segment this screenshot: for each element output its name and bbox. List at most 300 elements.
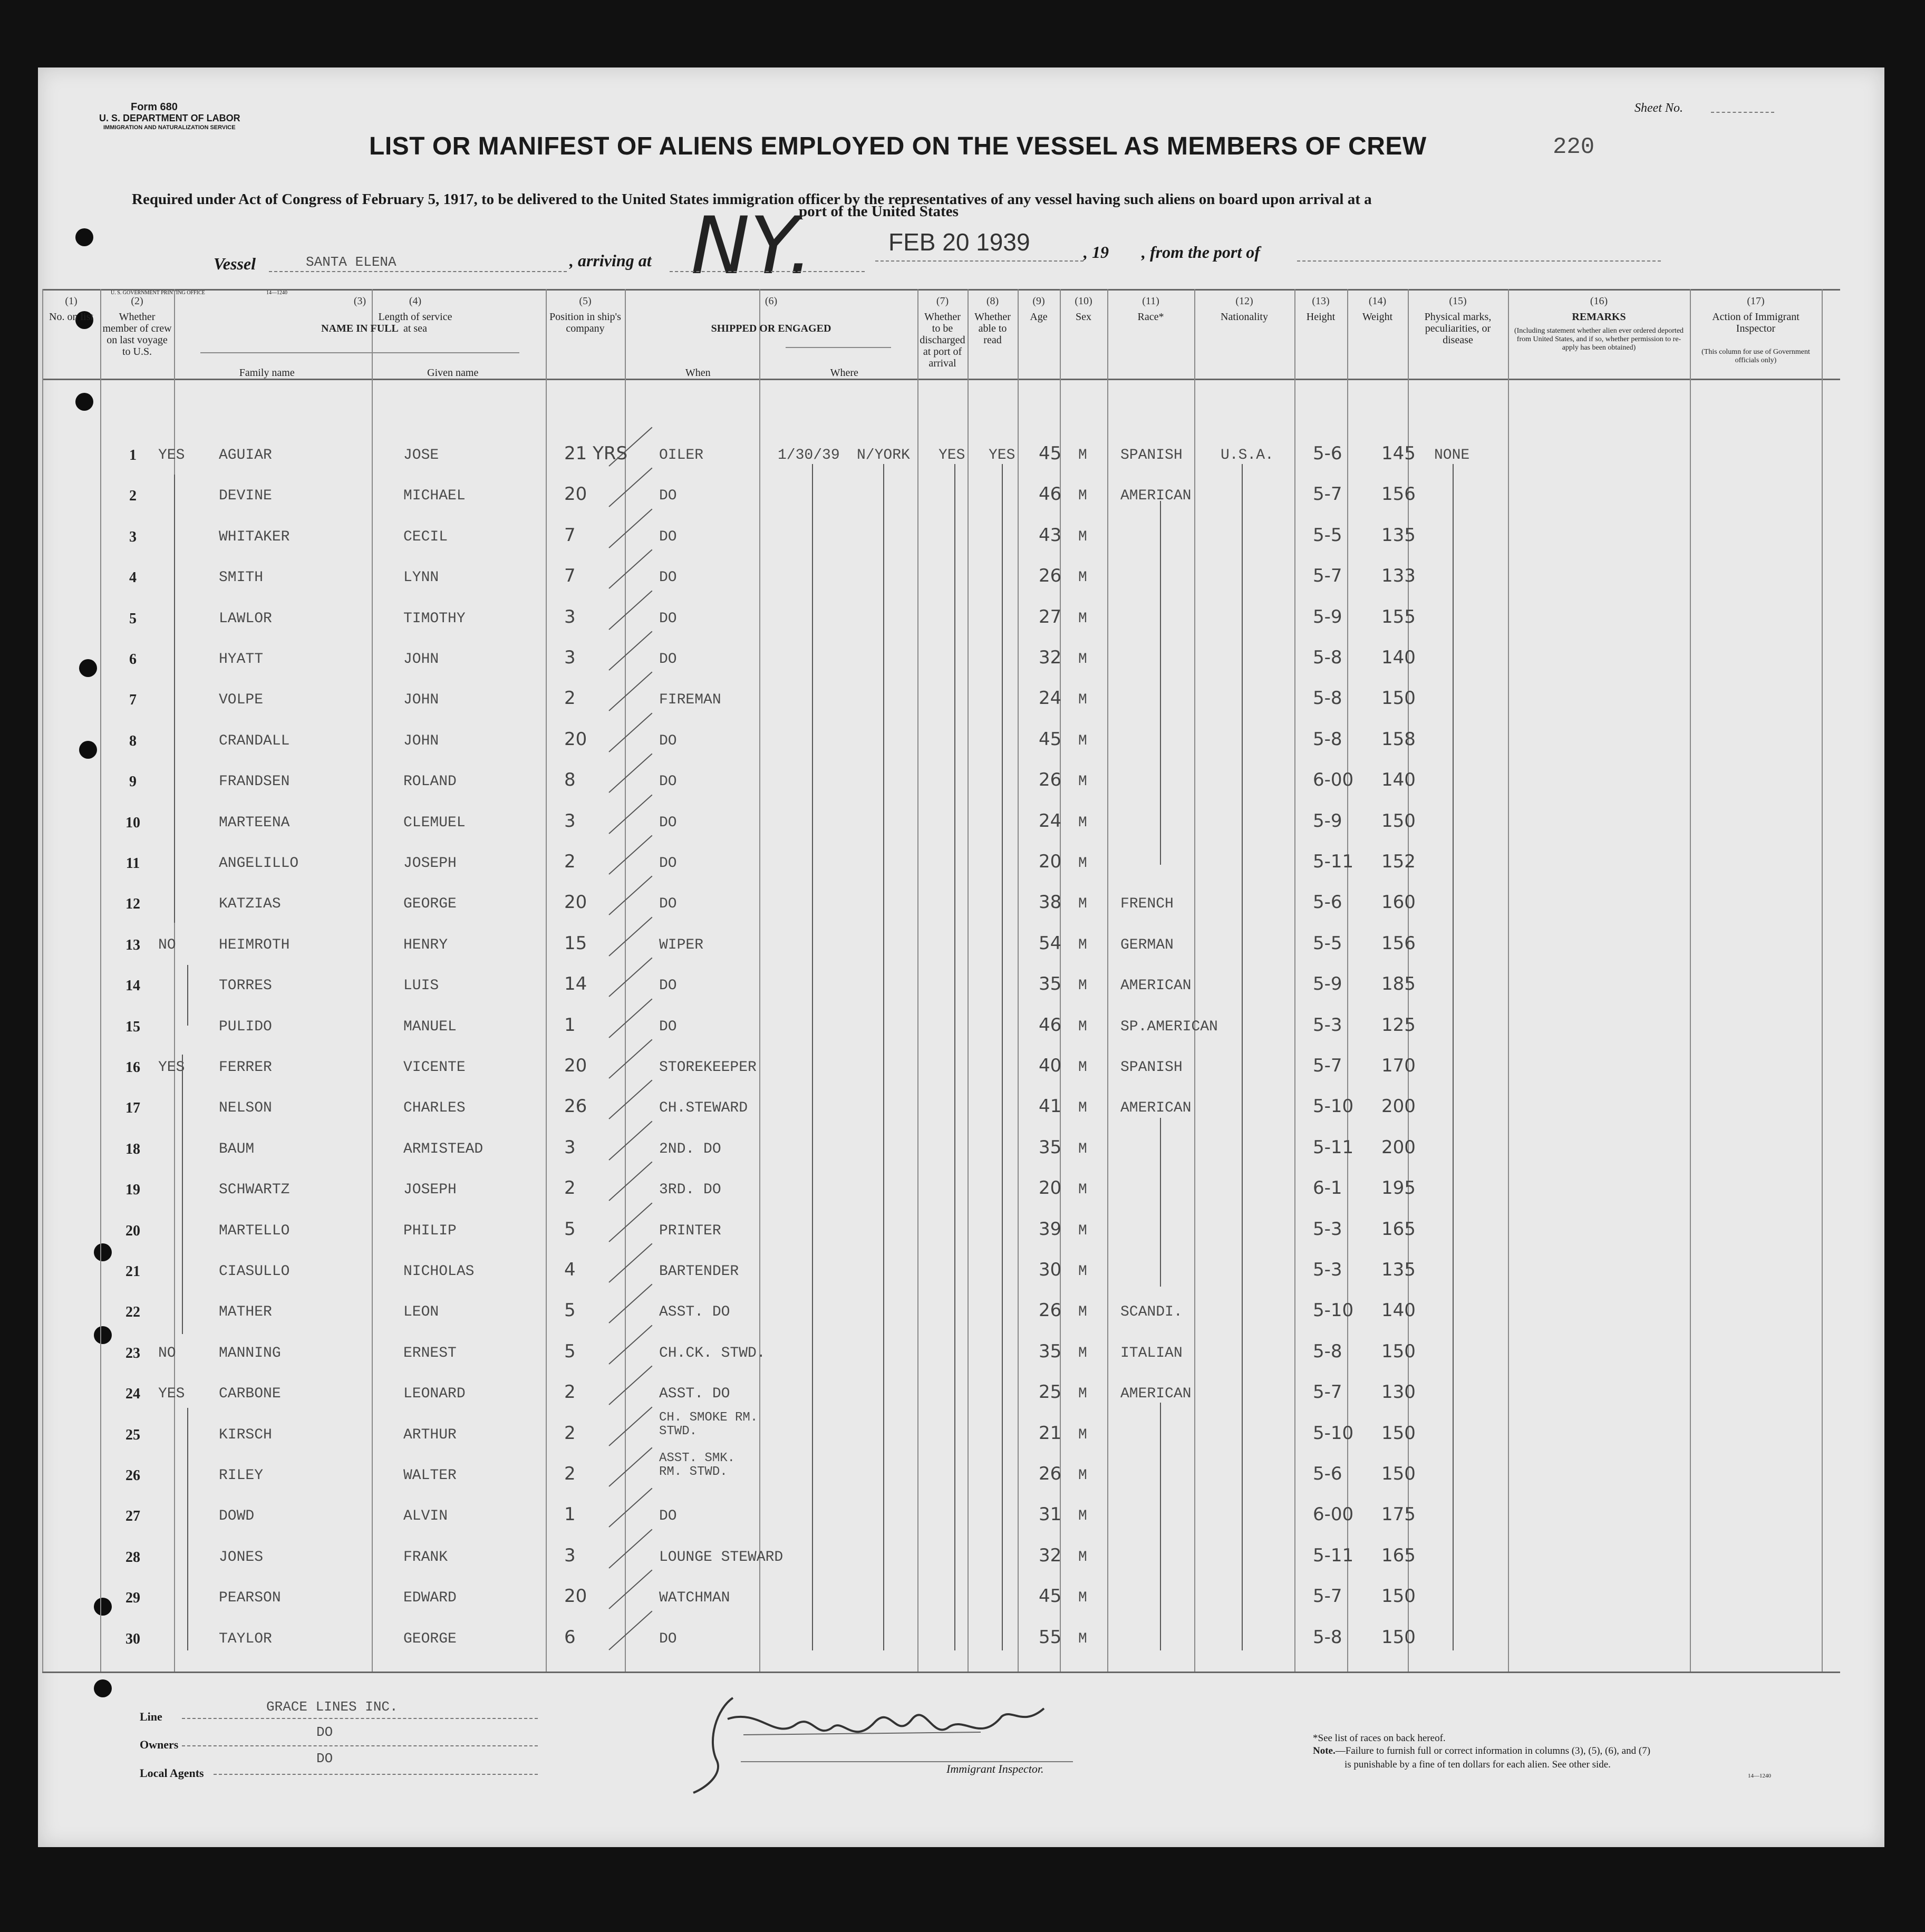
given-name: CECIL — [403, 528, 448, 545]
position: 2ND. DO — [659, 1141, 721, 1157]
column-rule — [1822, 289, 1823, 1672]
given-name: JOSEPH — [403, 855, 457, 872]
row-number: 26 — [125, 1467, 140, 1484]
position: FIREMAN — [659, 692, 721, 709]
age: 35 — [1039, 973, 1062, 995]
length-of-service: 20 — [564, 1055, 587, 1076]
length-of-service: 6 — [564, 1626, 576, 1648]
prior-voyage: NO — [158, 1345, 176, 1361]
given-name: CLEMUEL — [403, 814, 466, 831]
weight: 125 — [1381, 1014, 1416, 1036]
column-number: (17) — [1747, 295, 1765, 307]
age: 45 — [1039, 443, 1062, 464]
weight: 200 — [1381, 1096, 1416, 1117]
weight: 135 — [1381, 1259, 1416, 1280]
length-of-service: 1 — [564, 1504, 576, 1525]
age: 20 — [1039, 1177, 1062, 1199]
height: 5-10 — [1313, 1422, 1354, 1444]
length-of-service: 14 — [564, 973, 587, 995]
service-name: IMMIGRATION AND NATURALIZATION SERVICE — [103, 124, 236, 131]
position: PRINTER — [659, 1222, 721, 1239]
position: OILER — [659, 447, 704, 463]
weight: 200 — [1381, 1136, 1416, 1158]
row-number: 11 — [125, 855, 140, 872]
line-label: Line — [140, 1710, 162, 1723]
punch-hole — [75, 393, 93, 411]
row-number: 6 — [129, 651, 137, 668]
family-name: BAUM — [219, 1141, 255, 1157]
column-header: SHIPPED OR ENGAGED — [711, 323, 831, 334]
family-name: ANGELILLO — [219, 855, 299, 872]
shipped-where: N/YORK — [857, 447, 910, 463]
weight: 150 — [1381, 1340, 1416, 1362]
column-rule — [1690, 289, 1691, 1672]
punch-hole — [94, 1243, 112, 1261]
column-number: (12) — [1235, 295, 1253, 307]
given-name: HENRY — [403, 936, 448, 953]
row-number: 23 — [125, 1345, 140, 1361]
position: DO — [659, 528, 677, 545]
owners-label: Owners — [140, 1738, 179, 1751]
row-number: 2 — [129, 488, 137, 505]
race: AMERICAN — [1120, 1386, 1192, 1403]
height: 5-11 — [1313, 1136, 1354, 1158]
race: FRENCH — [1120, 896, 1174, 913]
column-header: Whether to be discharged at port of arrival — [920, 311, 965, 369]
given-name: MICHAEL — [403, 488, 466, 505]
age: 35 — [1039, 1340, 1062, 1362]
height: 5-3 — [1313, 1218, 1342, 1240]
row-number: 17 — [125, 1100, 140, 1117]
age: 38 — [1039, 892, 1062, 913]
weight: 150 — [1381, 1463, 1416, 1484]
race: GERMAN — [1120, 936, 1174, 953]
weight: 165 — [1381, 1218, 1416, 1240]
column-number: (3) — [353, 295, 366, 307]
position: DO — [659, 855, 677, 872]
sex: M — [1078, 569, 1087, 586]
race: ITALIAN — [1120, 1345, 1183, 1361]
inspector-signature — [685, 1677, 1065, 1798]
column-header: Race* — [1137, 311, 1164, 323]
weight: 133 — [1381, 565, 1416, 587]
race: SP.AMERICAN — [1120, 1018, 1218, 1035]
age: 31 — [1039, 1504, 1062, 1525]
position: DO — [659, 569, 677, 586]
height: 5-7 — [1313, 484, 1342, 505]
height: 6-1 — [1313, 1177, 1342, 1199]
sex: M — [1078, 896, 1087, 913]
length-of-service: 3 — [564, 1136, 576, 1158]
position: DO — [659, 978, 677, 994]
length-of-service: 20 — [564, 892, 587, 913]
family-name: NELSON — [219, 1100, 272, 1117]
race: SPANISH — [1120, 447, 1183, 463]
column-rule — [100, 289, 101, 1672]
ditto-stroke — [1160, 1403, 1161, 1650]
height: 5-10 — [1313, 1300, 1354, 1321]
age: 30 — [1039, 1259, 1062, 1280]
weight: 156 — [1381, 484, 1416, 505]
age: 24 — [1039, 810, 1062, 832]
family-name: PEARSON — [219, 1590, 281, 1607]
weight: 150 — [1381, 810, 1416, 832]
column-number: (11) — [1142, 295, 1159, 307]
row-number: 15 — [125, 1018, 140, 1035]
row-number: 12 — [125, 896, 140, 913]
form-number: Form 680 — [131, 101, 178, 113]
row-number: 21 — [125, 1263, 140, 1280]
prior-voyage: YES — [158, 447, 185, 463]
race: AMERICAN — [1120, 1100, 1192, 1117]
height: 5-11 — [1313, 851, 1354, 872]
family-name: KIRSCH — [219, 1426, 272, 1443]
sex: M — [1078, 1059, 1087, 1076]
given-name: JOHN — [403, 651, 439, 668]
given-name: LYNN — [403, 569, 439, 586]
ditto-stroke — [1160, 1118, 1161, 1287]
given-name: ARMISTEAD — [403, 1141, 483, 1157]
weight: 160 — [1381, 892, 1416, 913]
row-number: 13 — [125, 936, 140, 953]
given-name: CHARLES — [403, 1100, 466, 1117]
family-name: AGUIAR — [219, 447, 272, 463]
age: 27 — [1039, 606, 1062, 627]
length-of-service: 15 — [564, 932, 587, 954]
sex: M — [1078, 528, 1087, 545]
vessel-name: SANTA ELENA — [306, 254, 396, 270]
column-header: Position in ship's company — [549, 311, 621, 334]
arriving-label: , arriving at — [569, 251, 652, 270]
age: 25 — [1039, 1382, 1062, 1403]
age: 32 — [1039, 647, 1062, 668]
column-rule — [546, 289, 547, 1672]
age: 43 — [1039, 524, 1062, 546]
given-name: NICHOLAS — [403, 1263, 475, 1280]
given-name: GEORGE — [403, 896, 457, 913]
column-header: Action of Immigrant Inspector — [1712, 311, 1800, 334]
position: LOUNGE STEWARD — [659, 1549, 783, 1566]
ditto-stroke — [187, 965, 188, 1026]
position: DO — [659, 1630, 677, 1647]
age: 39 — [1039, 1218, 1062, 1240]
height: 5-7 — [1313, 1382, 1342, 1403]
punch-hole — [79, 659, 97, 677]
row-number: 27 — [125, 1508, 140, 1525]
age: 26 — [1039, 565, 1062, 587]
ditto-stroke — [182, 1055, 183, 1334]
position: STOREKEEPER — [659, 1059, 757, 1076]
column-number: (1) — [65, 295, 78, 307]
weight: 155 — [1381, 606, 1416, 627]
ditto-stroke — [883, 464, 884, 1650]
length-of-service: 2 — [564, 688, 576, 709]
group-header-rule — [200, 352, 519, 353]
physical-marks: NONE — [1434, 447, 1470, 463]
column-header: Physical marks, peculiarities, or disease — [1424, 311, 1492, 346]
row-number: 19 — [125, 1182, 140, 1199]
family-name: SMITH — [219, 569, 264, 586]
row-number: 18 — [125, 1141, 140, 1157]
position: DO — [659, 896, 677, 913]
column-number: (7) — [936, 295, 949, 307]
family-name: MATHER — [219, 1304, 272, 1321]
row-number: 28 — [125, 1549, 140, 1566]
height: 5-5 — [1313, 524, 1342, 546]
family-name: MANNING — [219, 1345, 281, 1361]
line-field-rule — [182, 1718, 538, 1719]
position: ASST. SMK. RM. STWD. — [659, 1451, 736, 1479]
length-of-service: 3 — [564, 810, 576, 832]
weight: 145 — [1381, 443, 1416, 464]
column-number: (4) — [409, 295, 422, 307]
sex: M — [1078, 978, 1087, 994]
row-number: 5 — [129, 610, 137, 627]
row-number: 25 — [125, 1426, 140, 1443]
column-number: (9) — [1032, 295, 1045, 307]
position: BARTENDER — [659, 1263, 739, 1280]
age: 20 — [1039, 851, 1062, 872]
sex: M — [1078, 692, 1087, 709]
height: 5-7 — [1313, 1055, 1342, 1076]
column-rule — [42, 289, 43, 1672]
row-number: 3 — [129, 528, 137, 545]
column-header: Weight — [1362, 311, 1393, 323]
inspector-label: Immigrant Inspector. — [946, 1762, 1044, 1775]
height: 5-6 — [1313, 892, 1342, 913]
position: DO — [659, 774, 677, 790]
length-of-service: 5 — [564, 1340, 576, 1362]
sex: M — [1078, 488, 1087, 505]
form-code: 14—1240 — [1748, 1773, 1771, 1779]
height: 5-8 — [1313, 647, 1342, 668]
weight: 156 — [1381, 932, 1416, 954]
sex: M — [1078, 1304, 1087, 1321]
sex: M — [1078, 814, 1087, 831]
ditto-stroke — [812, 464, 813, 1650]
height: 5-10 — [1313, 1096, 1354, 1117]
note-label: Note. — [1313, 1745, 1336, 1756]
row-number: 29 — [125, 1590, 140, 1607]
age: 26 — [1039, 769, 1062, 791]
family-name: CIASULLO — [219, 1263, 290, 1280]
age: 26 — [1039, 1300, 1062, 1321]
given-name: JOSEPH — [403, 1182, 457, 1199]
family-name: RILEY — [219, 1467, 264, 1484]
position: DO — [659, 732, 677, 749]
position: CH. SMOKE RM. STWD. — [659, 1410, 758, 1438]
weight: 152 — [1381, 851, 1416, 872]
length-of-service: 2 — [564, 851, 576, 872]
column-rule — [1107, 289, 1108, 1672]
column-header: Height — [1306, 311, 1336, 323]
age: 46 — [1039, 1014, 1062, 1036]
family-name: TORRES — [219, 978, 272, 994]
length-of-service: 20 — [564, 484, 587, 505]
race: AMERICAN — [1120, 978, 1192, 994]
ditto-stroke — [187, 1408, 188, 1650]
family-name: DOWD — [219, 1508, 255, 1525]
weight: 150 — [1381, 1586, 1416, 1607]
row-number: 1 — [129, 447, 137, 463]
length-of-service: 2 — [564, 1382, 576, 1403]
family-name: PULIDO — [219, 1018, 272, 1035]
given-name: FRANK — [403, 1549, 448, 1566]
agents-label: Local Agents — [140, 1766, 204, 1780]
vessel-label: Vessel — [214, 254, 256, 273]
given-name: JOSE — [403, 447, 439, 463]
column-rule — [759, 289, 760, 1672]
height: 5-8 — [1313, 1340, 1342, 1362]
column-header: No. on list — [49, 311, 93, 323]
length-of-service: 26 — [564, 1096, 587, 1117]
age: 45 — [1039, 728, 1062, 750]
length-of-service: 8 — [564, 769, 576, 791]
given-name: LUIS — [403, 978, 439, 994]
position: DO — [659, 651, 677, 668]
height: 5-9 — [1313, 606, 1342, 627]
ditto-stroke — [1002, 464, 1003, 1650]
arriving-port-line — [670, 271, 865, 272]
length-of-service: 3 — [564, 1544, 576, 1566]
sex: M — [1078, 732, 1087, 749]
weight: 135 — [1381, 524, 1416, 546]
row-number: 16 — [125, 1059, 140, 1076]
nationality: U.S.A. — [1221, 447, 1274, 463]
column-header: Sex — [1076, 311, 1091, 323]
given-name: WALTER — [403, 1467, 457, 1484]
height: 5-5 — [1313, 932, 1342, 954]
given-name: MANUEL — [403, 1018, 457, 1035]
weight: 165 — [1381, 1544, 1416, 1566]
height: 5-3 — [1313, 1259, 1342, 1280]
family-name: VOLPE — [219, 692, 264, 709]
row-number: 7 — [129, 692, 137, 709]
agents-value: DO — [316, 1751, 333, 1766]
prior-voyage: NO — [158, 936, 176, 953]
row-number: 4 — [129, 569, 137, 586]
length-of-service: 7 — [564, 565, 576, 587]
height: 5-6 — [1313, 1463, 1342, 1484]
column-number: (14) — [1368, 295, 1387, 307]
position: DO — [659, 814, 677, 831]
position: CH.STEWARD — [659, 1100, 748, 1117]
column-rule — [372, 289, 373, 1672]
age: 21 — [1039, 1422, 1062, 1444]
family-name: KATZIAS — [219, 896, 281, 913]
position: WATCHMAN — [659, 1590, 730, 1607]
family-name: SCHWARTZ — [219, 1182, 290, 1199]
age: 54 — [1039, 932, 1062, 954]
length-of-service: 3 — [564, 606, 576, 627]
date-line — [875, 260, 1084, 262]
sex: M — [1078, 1630, 1087, 1647]
row-number: 24 — [125, 1386, 140, 1403]
given-name: ROLAND — [403, 774, 457, 790]
family-name: DEVINE — [219, 488, 272, 505]
column-subheader: When — [685, 367, 711, 379]
date-stamp: FEB 20 1939 — [888, 228, 1030, 256]
column-header: NAME IN FULL — [321, 323, 399, 334]
table-bottom-rule — [42, 1672, 1840, 1673]
sex: M — [1078, 1508, 1087, 1525]
column-rule — [1347, 289, 1348, 1672]
length-of-service: 20 — [564, 1586, 587, 1607]
sheet-label: Sheet No. — [1634, 101, 1683, 115]
column-number: (6) — [765, 295, 778, 307]
sex: M — [1078, 651, 1087, 668]
sex: M — [1078, 1549, 1087, 1566]
length-of-service: 5 — [564, 1218, 576, 1240]
sex: M — [1078, 1141, 1087, 1157]
ditto-stroke — [174, 475, 175, 923]
sex: M — [1078, 1018, 1087, 1035]
discharged-at-port: YES — [939, 447, 965, 463]
length-of-service: 5 — [564, 1300, 576, 1321]
row-number: 14 — [125, 978, 140, 994]
position: ASST. DO — [659, 1304, 730, 1321]
year-prefix: , 19 — [1084, 243, 1109, 262]
prior-voyage: YES — [158, 1059, 185, 1076]
fine-note-2: is punishable by a fine of ten dollars for each alien. See other side. — [1344, 1759, 1611, 1770]
group-header-rule — [786, 347, 891, 348]
sheet-number-line — [1711, 112, 1774, 113]
column-rule — [917, 289, 918, 1672]
column-number: (2) — [131, 295, 143, 307]
family-name: HEIMROTH — [219, 936, 290, 953]
column-header: REMARKS — [1572, 311, 1626, 323]
sex: M — [1078, 1345, 1087, 1361]
sex: M — [1078, 1263, 1087, 1280]
vessel-line — [269, 271, 567, 272]
prior-voyage: YES — [158, 1386, 185, 1403]
weight: 150 — [1381, 1422, 1416, 1444]
height: 5-7 — [1313, 1586, 1342, 1607]
family-name: CARBONE — [219, 1386, 281, 1403]
race: AMERICAN — [1120, 488, 1192, 505]
given-name: ARTHUR — [403, 1426, 457, 1443]
length-of-service: 1 — [564, 1014, 576, 1036]
height: 5-8 — [1313, 1626, 1342, 1648]
column-rule — [1294, 289, 1295, 1672]
from-port-label: , from the port of — [1142, 243, 1260, 262]
ditto-stroke — [1453, 464, 1454, 1650]
given-name: JOHN — [403, 732, 439, 749]
table-top-rule — [42, 289, 1840, 291]
age: 41 — [1039, 1096, 1062, 1117]
family-name: HYATT — [219, 651, 264, 668]
family-name: JONES — [219, 1549, 264, 1566]
from-port-line — [1297, 260, 1661, 262]
weight: 170 — [1381, 1055, 1416, 1076]
column-number: (5) — [579, 295, 592, 307]
given-name: LEONARD — [403, 1386, 466, 1403]
weight: 140 — [1381, 769, 1416, 791]
given-name: JOHN — [403, 692, 439, 709]
punch-hole — [94, 1598, 112, 1616]
length-of-service: 2 — [564, 1177, 576, 1199]
weight: 175 — [1381, 1504, 1416, 1525]
family-name: FRANDSEN — [219, 774, 290, 790]
family-name: CRANDALL — [219, 732, 290, 749]
printing-code: 14—1240 — [266, 290, 287, 296]
column-number: (10) — [1075, 295, 1092, 307]
row-number: 22 — [125, 1304, 140, 1321]
position: DO — [659, 1018, 677, 1035]
length-of-service: 2 — [564, 1463, 576, 1484]
given-name: PHILIP — [403, 1222, 457, 1239]
agents-field-rule — [214, 1774, 538, 1775]
